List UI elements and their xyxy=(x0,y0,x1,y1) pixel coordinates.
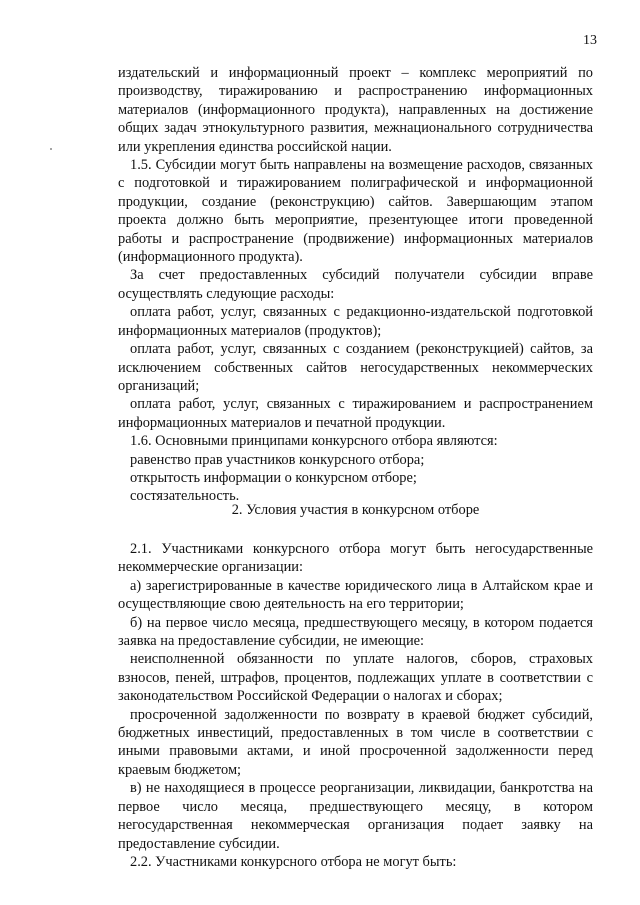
paragraph-2-1-b: б) на первое число месяца, предшествующего месяцу, в котором подается заявка на предоставление субсидии, не имеющие: xyxy=(118,614,593,650)
page-number: 13 xyxy=(583,33,597,48)
paragraph-expenses-intro: За счет предоставленных субсидий получатели субсидии вправе осуществлять следующие расходы: xyxy=(118,267,593,302)
paragraph-1-5: 1.5. Субсидии могут быть направлены на возмещение расходов, связанных с подготовкой и тиражированием полиграфической и информационной продукции, создание (реконструкцию) сайтов. Завершающим этапом проекта должно быть мероприятие, презентующее итоги проведенной работы и распространение (продвижение) информационных материалов (информационного продукта). xyxy=(118,157,593,266)
principle-item-1: равенство прав участников конкурсного отбора; xyxy=(130,451,425,468)
paragraph-2-1-b-debt: просроченной задолженности по возврату в краевой бюджет субсидий, бюджетных инвестиций, предоставленных в том числе в соответствии с иными правовыми актами, и иной просроченной задолженности перед краевым бюджетом; xyxy=(118,706,593,778)
intro-paragraph: издательский и информационный проект – комплекс мероприятий по производству, тиражированию и распространению информационных материалов (информационного продукта), направленных на достижение общих задач этнокультурного развития, межнационального сотрудничества или укрепления единства российской нации. xyxy=(118,65,593,155)
paragraph-2-2: 2.2. Участниками конкурсного отбора не могут быть: xyxy=(130,853,457,870)
paragraph-2-1-v: в) не находящиеся в процессе реорганизации, ликвидации, банкротства на первое число месяца, предшествующего месяцу, в котором негосударственная некоммерческая организация подает заявку на предоставление субсидии. xyxy=(118,780,593,852)
section-2-body xyxy=(118,540,593,871)
paragraph-2-1-a: а) зарегистрированные в качестве юридического лица в Алтайском крае и осуществляющие свою деятельность на его территории; xyxy=(118,577,593,613)
paragraph-2-1: 2.1. Участниками конкурсного отбора могут быть негосударственные некоммерческие организации: xyxy=(118,541,593,576)
principle-item-3: состязательность. xyxy=(130,488,240,505)
principle-item-2: открытость информации о конкурсном отборе; xyxy=(130,469,417,486)
section-2-heading: 2. Условия участия в конкурсном отборе xyxy=(231,502,480,518)
expense-item-1: оплата работ, услуг, связанных с редакционно-издательской подготовкой информационных материалов (продуктов); xyxy=(118,304,593,339)
scan-speck xyxy=(50,148,52,150)
expense-item-2: оплата работ, услуг, связанных с созданием (реконструкцией) сайтов, за исключением собственных сайтов негосударственных некоммерческих организаций; xyxy=(118,341,593,394)
paragraph-1-6: 1.6. Основными принципами конкурсного отбора являются: xyxy=(130,433,498,450)
expense-item-3: оплата работ, услуг, связанных с тиражированием и распространением информационных материалов и печатной продукции. xyxy=(118,396,593,431)
paragraph-2-1-b-taxes: неисполненной обязанности по уплате налогов, сборов, страховых взносов, пеней, штрафов, процентов, подлежащих уплате в соответствии с законодательством Российской Федерации о налогах и сборах; xyxy=(118,651,593,705)
upper-text-block xyxy=(118,64,593,506)
